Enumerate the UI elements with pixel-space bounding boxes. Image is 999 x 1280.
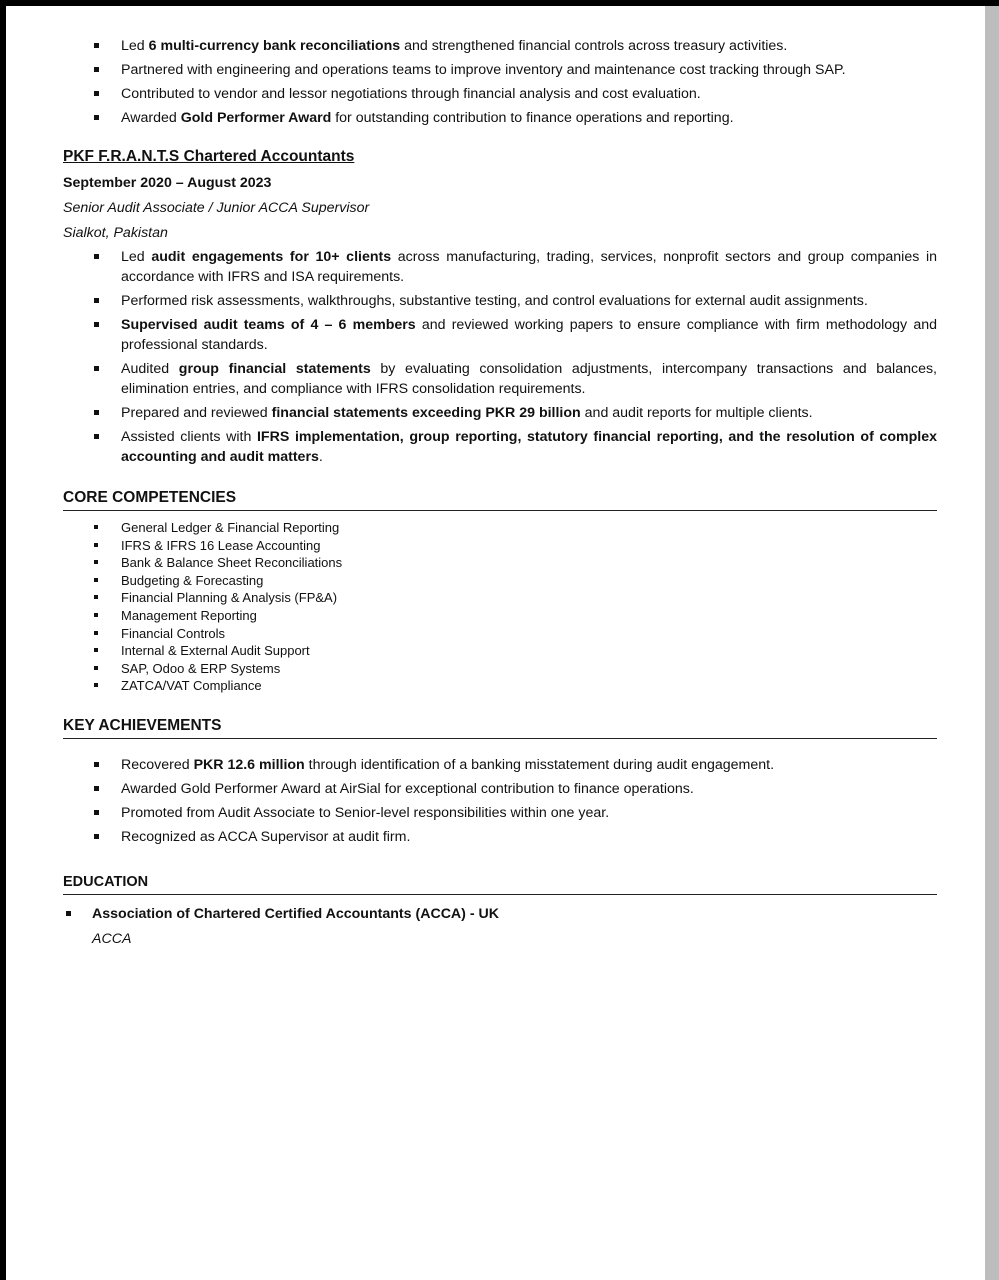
bullet-icon bbox=[94, 578, 98, 582]
list-item bbox=[63, 291, 937, 311]
bold-text: financial statements exceeding PKR 29 billion bbox=[271, 405, 581, 421]
job-location: Sialkot, Pakistan bbox=[63, 225, 168, 241]
employment-dates: September 2020 – August 2023 bbox=[63, 175, 272, 191]
competency-label: Bank & Balance Sheet Reconciliations bbox=[121, 555, 343, 571]
bullet-icon bbox=[94, 254, 99, 259]
bullet-icon bbox=[94, 322, 99, 327]
bullet-icon bbox=[94, 298, 99, 303]
bullet-icon bbox=[94, 91, 99, 96]
text-run: and strengthened financial controls across treasury activities. bbox=[400, 38, 788, 54]
document-page bbox=[6, 6, 985, 1280]
bold-text: Supervised audit teams of 4 – 6 members bbox=[121, 317, 416, 333]
list-item bbox=[63, 84, 937, 104]
right-edge-bar bbox=[985, 6, 999, 1280]
company-name: PKF F.R.A.N.T.S Chartered Accountants bbox=[63, 148, 355, 165]
text-run: across manufacturing, trading, services, nonprofit sectors and group companies in accordance with IFRS and ISA requirements. bbox=[121, 249, 937, 285]
list-item bbox=[63, 403, 937, 423]
text-run: Assisted clients with bbox=[121, 429, 257, 445]
competency-item bbox=[63, 607, 937, 625]
bold-text: audit engagements for 10+ clients bbox=[151, 249, 392, 265]
bullet-icon bbox=[94, 366, 99, 371]
bullet-icon bbox=[94, 683, 98, 687]
competency-item bbox=[63, 554, 937, 572]
text-run: through identification of a banking misstatement during audit engagement. bbox=[304, 756, 775, 773]
competency-item bbox=[63, 660, 937, 678]
bold-text: 6 multi-currency bank reconciliations bbox=[148, 38, 401, 54]
bullet-icon bbox=[94, 543, 98, 547]
education-institution: Association of Chartered Certified Accountants (ACCA) - UK bbox=[92, 905, 500, 922]
list-item bbox=[63, 827, 937, 847]
resume-content bbox=[63, 36, 937, 950]
list-item bbox=[63, 315, 937, 355]
bullet-icon bbox=[94, 434, 99, 439]
competency-label: General Ledger & Financial Reporting bbox=[121, 520, 340, 535]
education-item bbox=[63, 903, 937, 925]
bullet-icon bbox=[94, 810, 99, 815]
section-heading-competencies: CORE COMPETENCIES bbox=[63, 487, 937, 511]
text-run: by evaluating consolidation adjustments, intercompany transactions and balances, elimination entries, and compliance with IFRS consolidation requirements. bbox=[121, 361, 937, 397]
bullet-icon bbox=[94, 115, 99, 120]
section-heading-education: EDUCATION bbox=[63, 871, 937, 895]
text-run: Recognized as ACCA Supervisor at audit firm. bbox=[121, 828, 411, 845]
bullet-icon bbox=[94, 525, 98, 529]
bold-text: PKR 12.6 million bbox=[193, 756, 305, 773]
list-item bbox=[63, 779, 937, 799]
text-run: Contributed to vendor and lessor negotiations through financial analysis and cost evaluation. bbox=[121, 86, 701, 102]
experience-bullets-continued bbox=[63, 36, 937, 128]
bullet-icon bbox=[94, 43, 99, 48]
bullet-icon bbox=[94, 67, 99, 72]
list-item bbox=[63, 108, 937, 128]
bullet-icon bbox=[94, 631, 98, 635]
competency-label: Internal & External Audit Support bbox=[121, 643, 310, 659]
competency-item bbox=[63, 677, 937, 695]
list-item bbox=[63, 803, 937, 823]
bullet-icon bbox=[94, 648, 98, 652]
bold-text: Gold Performer Award bbox=[180, 110, 332, 126]
bullet-icon bbox=[66, 911, 71, 916]
text-run: Awarded Gold Performer Award at AirSial for exceptional contribution to finance operations. bbox=[121, 780, 694, 797]
text-run: Audited bbox=[121, 361, 179, 377]
bullet-icon bbox=[94, 762, 99, 767]
competency-item bbox=[63, 589, 937, 607]
list-item bbox=[63, 755, 937, 775]
bold-text: group financial statements bbox=[178, 361, 371, 377]
competency-item bbox=[63, 642, 937, 660]
competency-label: Financial Controls bbox=[121, 625, 226, 641]
text-run: Led bbox=[121, 38, 149, 54]
text-run: Promoted from Audit Associate to Senior-level responsibilities within one year. bbox=[121, 804, 610, 821]
bullet-icon bbox=[94, 560, 98, 564]
competency-label: ZATCA/VAT Compliance bbox=[121, 678, 262, 694]
job-title: Senior Audit Associate / Junior ACCA Supervisor bbox=[63, 200, 370, 216]
competency-label: Budgeting & Forecasting bbox=[121, 572, 264, 588]
list-item bbox=[63, 247, 937, 287]
bullet-icon bbox=[94, 613, 98, 617]
job-bullets bbox=[63, 247, 937, 467]
education-qualification: ACCA bbox=[92, 930, 132, 947]
competency-label: Management Reporting bbox=[121, 607, 257, 623]
text-run: Led bbox=[121, 249, 152, 265]
bullet-icon bbox=[94, 410, 99, 415]
list-item bbox=[63, 36, 937, 56]
competency-label: Financial Planning & Analysis (FP&A) bbox=[121, 590, 338, 606]
bullet-icon bbox=[94, 666, 98, 670]
bold-text: IFRS implementation, group reporting, statutory financial reporting, and the resolution of complex accounting and audit matters bbox=[121, 429, 937, 465]
list-item bbox=[63, 60, 937, 80]
competency-label: SAP, Odoo & ERP Systems bbox=[121, 660, 281, 676]
text-run: for outstanding contribution to finance operations and reporting. bbox=[331, 110, 734, 126]
text-run: . bbox=[318, 449, 323, 465]
competency-item bbox=[63, 572, 937, 590]
text-run: and audit reports for multiple clients. bbox=[580, 405, 813, 421]
competency-item bbox=[63, 519, 937, 537]
bullet-icon bbox=[94, 595, 98, 599]
text-run: Prepared and reviewed bbox=[121, 405, 272, 421]
bullet-icon bbox=[94, 786, 99, 791]
competencies-list bbox=[63, 519, 937, 695]
list-item bbox=[63, 359, 937, 399]
text-run: Performed risk assessments, walkthroughs, substantive testing, and control evaluations for external audit assignments. bbox=[121, 293, 868, 309]
bullet-icon bbox=[94, 834, 99, 839]
text-run: Awarded bbox=[121, 110, 181, 126]
text-run: and reviewed working papers to ensure compliance with firm methodology and professional standards. bbox=[121, 317, 937, 353]
competency-item bbox=[63, 537, 937, 555]
achievements-list bbox=[63, 755, 937, 847]
competency-item bbox=[63, 625, 937, 643]
competency-label: IFRS & IFRS 16 Lease Accounting bbox=[121, 537, 321, 553]
text-run: Partnered with engineering and operations teams to improve inventory and maintenance cost tracking through SAP. bbox=[121, 62, 846, 78]
list-item bbox=[63, 427, 937, 467]
text-run: Recovered bbox=[121, 756, 194, 773]
section-heading-achievements: KEY ACHIEVEMENTS bbox=[63, 715, 937, 739]
